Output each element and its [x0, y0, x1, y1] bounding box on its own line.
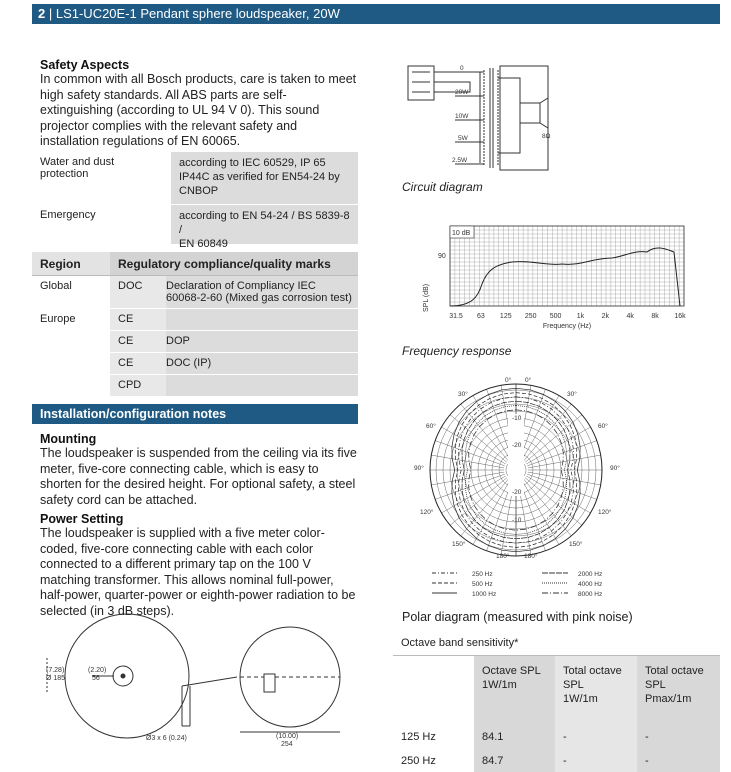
col-total-spl: [555, 656, 637, 724]
x-tick-label: 250: [524, 313, 537, 320]
reg-region: [32, 353, 110, 374]
terminal-block: [408, 66, 434, 100]
ring-label: -10: [512, 415, 522, 422]
page-header: 2 | LS1-UC20E-1 Pendant sphere loudspeaker, 20W: [32, 4, 720, 24]
x-tick-label: 16k: [674, 313, 686, 320]
regulatory-row: [32, 276, 358, 309]
tap-10w: 10W: [455, 113, 469, 120]
octave-band-table: [393, 632, 720, 772]
safety-text: In common with all Bosch products, care is taken to meet high safety standards. All ABS parts are self-extinguishing (according to UL 94 V 0). This sound projector complies with the relevant safety and installation regulations of EN 60065.: [40, 72, 357, 148]
col-region: Region: [32, 252, 110, 275]
spec-value-line: according to EN 54-24 / BS 5839-8 /: [179, 210, 350, 236]
header-line: 1W/1m: [482, 679, 517, 691]
legend-8000hz: 8000 Hz: [578, 591, 603, 598]
spl-cell: 84.1: [474, 724, 555, 748]
polar-caption: Polar diagram (measured with pink noise): [402, 610, 633, 624]
y-tick-90: 90: [438, 253, 446, 260]
reg-mark: CPD: [110, 375, 166, 396]
header-line: Pmax/1m: [645, 693, 692, 705]
reg-desc: DOP: [166, 331, 358, 352]
angle-label: 180°: [496, 553, 510, 560]
x-tick-label: 31.5: [449, 313, 463, 320]
x-tick-label: 500: [549, 313, 562, 320]
x-tick-label: 63: [476, 313, 485, 320]
y-axis-label: SPL (dB): [423, 283, 430, 312]
angle-label: 60°: [598, 423, 608, 430]
octave-header-row: [393, 656, 720, 724]
total-cell: -: [555, 748, 637, 772]
power-text: The loudspeaker is supplied with a five meter color-coded, five-core connecting cable with each color connected to a different primary tap on the 100 V matching transformer. This allows nominal full-power, half-power, quarter-power or eighth-power radiation to be selected (in 3 dB steps).: [40, 526, 356, 618]
install-section-title: Installation/configuration notes: [32, 404, 358, 424]
dim-hole: (2.20): [88, 667, 107, 674]
regulatory-row: [32, 331, 358, 353]
table-row: [393, 748, 720, 772]
header-line: Octave SPL: [482, 665, 541, 677]
spec-row-protection: [32, 152, 358, 205]
angle-label: 60°: [426, 423, 436, 430]
reg-region: [32, 375, 110, 396]
reg-mark: DOC: [110, 276, 166, 308]
legend-1000hz: 1000 Hz: [472, 591, 497, 598]
total-cell: -: [555, 724, 637, 748]
header-line: SPL: [645, 679, 666, 691]
angle-label: 150°: [569, 541, 583, 548]
table-row: [393, 724, 720, 748]
regulatory-row: [32, 375, 358, 397]
response-curve: [450, 248, 680, 306]
tap-20w: 20W: [455, 89, 469, 96]
spec-table: [32, 152, 358, 250]
page-title: LS1-UC20E-1 Pendant sphere loudspeaker, 20W: [55, 6, 340, 21]
regulatory-table: [32, 252, 358, 397]
reg-desc-line: Declaration of Compliancy IEC: [166, 280, 316, 292]
frequency-response-chart: [412, 222, 692, 337]
regulatory-row: [32, 353, 358, 375]
sphere-front-outline: [65, 614, 189, 738]
reg-desc: [166, 375, 358, 396]
band-cell: 250 Hz: [401, 755, 436, 767]
mount-hole-center: [121, 674, 125, 678]
reg-region: Global: [40, 280, 72, 292]
regulatory-header: [32, 252, 358, 276]
mounting-section: [40, 432, 358, 508]
ring-label: -20: [512, 442, 522, 449]
circuit-caption: Circuit diagram: [402, 180, 483, 194]
power-section: [40, 512, 358, 619]
x-axis-label: Frequency (Hz): [542, 323, 592, 330]
header-line: 1W/1m: [563, 693, 598, 705]
tap-5w: 5W: [458, 135, 468, 142]
octave-header-empty: [393, 656, 474, 724]
col-marks: Regulatory compliance/quality marks: [110, 252, 358, 275]
ring-label: -20: [512, 489, 522, 496]
angle-label: 180°: [524, 553, 538, 560]
dim-screw: Ø3 x 6 (0.24): [146, 735, 187, 742]
angle-label: 0°: [525, 377, 532, 384]
dim-hole-mm: 56: [92, 675, 100, 682]
legend-2000hz: 2000 Hz: [578, 571, 603, 578]
spl-cell: 84.7: [474, 748, 555, 772]
angle-label: 120°: [420, 509, 434, 516]
dim-diameter: (7.28): [46, 667, 65, 674]
spec-value-line: according to IEC 60529, IP 65: [179, 157, 326, 169]
x-tick-label: 2k: [601, 313, 610, 320]
angle-label: 0°: [505, 377, 512, 384]
legend-500hz: 500 Hz: [472, 581, 493, 588]
spec-value-line: EN 60849: [179, 238, 228, 250]
dim-length: (10.00): [276, 733, 299, 740]
angle-label: 30°: [567, 391, 577, 398]
reg-mark: CE: [110, 353, 166, 374]
dimension-drawing: [32, 628, 362, 759]
x-tick-label: 4k: [626, 313, 634, 320]
totalmax-cell: -: [637, 748, 720, 772]
octave-title: Octave band sensitivity*: [393, 632, 720, 656]
impedance-label: 8Ω: [542, 133, 551, 140]
ring-label: -10: [512, 517, 522, 524]
band-cell: 125 Hz: [401, 731, 436, 743]
speaker-icon: [540, 98, 548, 128]
page-number: 2: [38, 6, 46, 21]
regulatory-row: [32, 309, 358, 331]
header-line: Total octave: [645, 665, 704, 677]
safety-section: [40, 58, 358, 150]
header-line: SPL: [563, 679, 584, 691]
safety-title: Safety Aspects: [40, 58, 130, 72]
reg-region: Europe: [40, 313, 76, 325]
tap-0: 0: [460, 65, 464, 72]
db-scale-label: 10 dB: [452, 230, 471, 237]
spec-value-line: IP44C as verified for EN54-24 by: [179, 171, 340, 183]
angle-label: 150°: [452, 541, 466, 548]
spec-label: Emergency: [40, 209, 96, 221]
spec-value-line: CNBOP: [179, 185, 219, 197]
mounting-text: The loudspeaker is suspended from the ceiling via its five meter, five-core connecting cable, which is easy to shorten for the desired height. For optional safety, a steel safety cord can be attached.: [40, 446, 357, 507]
totalmax-cell: -: [637, 724, 720, 748]
angle-label: 30°: [458, 391, 468, 398]
dim-length-mm: 254: [281, 741, 293, 748]
bracket: [264, 674, 275, 692]
angle-label: 120°: [598, 509, 612, 516]
cable: [182, 677, 237, 726]
reg-desc: [166, 309, 358, 330]
spec-value: [171, 152, 358, 204]
tap-2_5w: 2.5W: [452, 157, 468, 164]
power-title: Power Setting: [40, 512, 124, 526]
reg-region: [32, 331, 110, 352]
reg-desc-line: 60068-2-60 (Mixed gas corrosion test): [166, 292, 352, 304]
dim-diameter-mm: Ø 185: [46, 675, 66, 682]
angle-label: 90°: [610, 465, 620, 472]
legend-250hz: 250 Hz: [472, 571, 493, 578]
reg-desc: [166, 276, 358, 308]
header-line: Total octave: [563, 665, 622, 677]
reg-desc: DOC (IP): [166, 353, 358, 374]
spec-value: [171, 205, 358, 250]
col-octave-spl: [474, 656, 555, 724]
spec-label: Water and dust protection: [40, 156, 115, 180]
spec-row-emergency: [32, 205, 358, 250]
mounting-title: Mounting: [40, 432, 97, 446]
polar-diagram: [412, 372, 632, 604]
x-tick-label: 125: [499, 313, 512, 320]
reg-mark: CE: [110, 309, 166, 330]
x-tick-label: 8k: [651, 313, 659, 320]
angle-label: 90°: [414, 465, 424, 472]
legend-4000hz: 4000 Hz: [578, 581, 603, 588]
x-tick-label: 1k: [576, 313, 585, 320]
frequency-caption: Frequency response: [402, 344, 512, 358]
col-total-pmax: [637, 656, 720, 724]
circuit-diagram: [400, 58, 570, 173]
reg-mark: CE: [110, 331, 166, 352]
